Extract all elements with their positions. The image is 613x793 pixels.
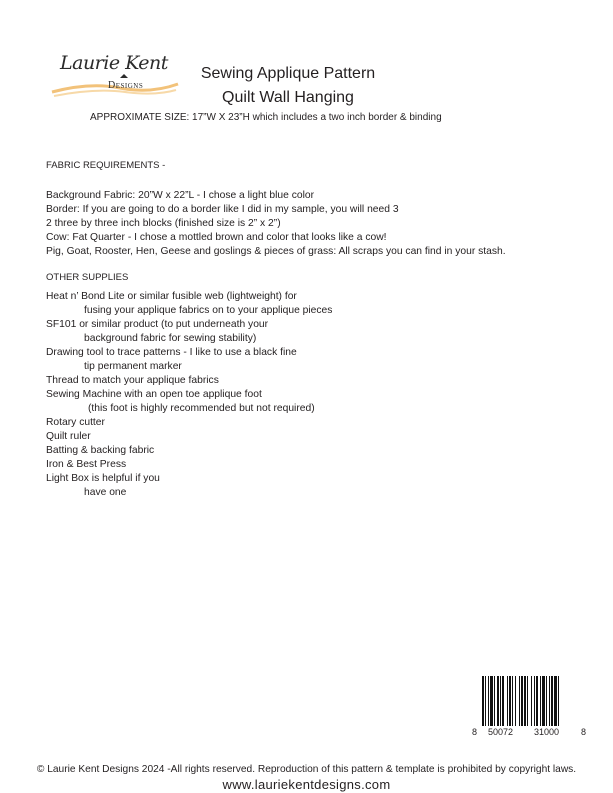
title-line-2: Quilt Wall Hanging (222, 89, 354, 106)
supply-line: Quilt ruler (46, 431, 91, 442)
supply-line: Thread to match your applique fabrics (46, 375, 219, 386)
fabric-line: 2 three by three inch blocks (finished size is 2” x 2”) (46, 218, 281, 229)
supply-line: Heat n’ Bond Lite or similar fusible web (lightweight) for (46, 291, 297, 302)
approximate-size: APPROXIMATE SIZE: 17”W X 23”H which includes a two inch border & binding (90, 112, 442, 123)
supply-line: have one (84, 487, 127, 498)
barcode-digits-left: 50072 (488, 727, 514, 737)
supply-line: background fabric for sewing stability) (84, 333, 257, 344)
fabric-line: Border: If you are going to do a border like I did in my sample, you will need 3 (46, 204, 399, 215)
supplies-list (46, 290, 332, 500)
supply-line: Light Box is helpful if you (46, 473, 160, 484)
supply-line: Batting & backing fabric (46, 445, 155, 456)
brand-logo (50, 48, 180, 108)
fabric-heading: FABRIC REQUIREMENTS - (46, 160, 166, 171)
fabric-line: Background Fabric: 20”W x 22”L - I chose a light blue color (46, 190, 315, 201)
copyright-notice: © Laurie Kent Designs 2024 -All rights reserved. Reproduction of this pattern & template is prohibited by copyright laws. (36, 764, 577, 775)
logo-subtitle: Designs (108, 80, 144, 91)
supply-line: Drawing tool to trace patterns - I like to use a black fine (46, 347, 297, 358)
barcode (472, 676, 590, 738)
barcode-digit: 8 (581, 727, 587, 737)
supply-line: Rotary cutter (46, 417, 105, 428)
fabric-list (46, 189, 506, 259)
supply-line: (this foot is highly recommended but not required) (88, 403, 315, 414)
title-line-1: Sewing Applique Pattern (200, 65, 376, 82)
logo-name: Laurie Kent (60, 52, 168, 74)
supply-line: Sewing Machine with an open toe applique foot (46, 389, 262, 400)
barcode-bars-icon (478, 676, 586, 726)
supply-line: Iron & Best Press (46, 459, 127, 470)
barcode-digit: 8 (472, 727, 478, 737)
supply-line: SF101 or similar product (to put underneath your (46, 319, 269, 330)
fabric-line: Cow: Fat Quarter - I chose a mottled brown and color that looks like a cow! (46, 232, 387, 243)
supply-line: fusing your applique fabrics on to your applique pieces (84, 305, 333, 316)
website-link[interactable]: www.lauriekentdesigns.com (222, 777, 391, 792)
supplies-heading: OTHER SUPPLIES (46, 272, 129, 283)
barcode-digits-right: 31000 (534, 727, 560, 737)
page-title (183, 62, 393, 110)
supply-line: tip permanent marker (84, 361, 182, 372)
fabric-line: Pig, Goat, Rooster, Hen, Geese and goslings & pieces of grass: All scraps you can find in your stash. (46, 246, 506, 257)
